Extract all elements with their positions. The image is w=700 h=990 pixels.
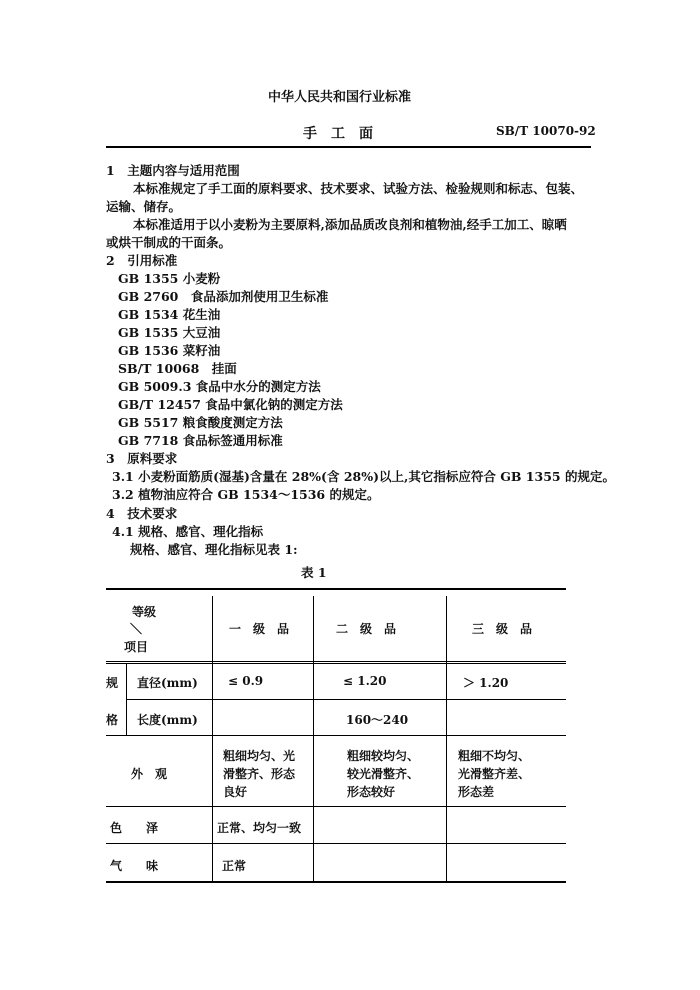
reference-item: GB 7718 食品标签通用标准 [118, 433, 283, 448]
reference-item: GB 1355 小麦粉 [118, 271, 221, 286]
table-column-rule [212, 596, 213, 881]
section-4-1-text: 规格、感官、理化指标见表 1: [130, 542, 298, 557]
table-cell: 粗细较均匀、 [347, 749, 420, 763]
section-4-heading: 4 技术要求 [106, 506, 178, 521]
section-3-2-text: 3.2 植物油应符合 GB 1534～1536 的规定。 [112, 487, 380, 502]
reference-item: GB 2760 食品添加剂使用卫生标准 [118, 289, 329, 304]
document-number: SB/T 10070-92 [496, 124, 596, 138]
document-title: 手 工 面 [303, 126, 373, 142]
table-cell: 160～240 [346, 713, 409, 727]
table-cell: ≤ 1.20 [343, 674, 387, 688]
section-1-paragraph-2-line-2: 或烘干制成的干面条。 [106, 235, 232, 250]
reference-item: GB 1536 菜籽油 [118, 343, 221, 358]
table-row-length-label: 长度(mm) [137, 713, 198, 727]
table-row-rule [106, 663, 566, 664]
table-bottom-rule [106, 881, 566, 883]
table-row-rule [106, 806, 566, 807]
table-row-rule [106, 661, 566, 662]
table-cell: ＞ 1.20 [463, 676, 509, 690]
table-row-rule [126, 699, 566, 700]
table-spec-label-gui: 规 [106, 676, 119, 690]
table-cell: 形态较好 [347, 785, 396, 799]
section-1-paragraph-1-line-2: 运输、储存。 [106, 199, 182, 214]
table-cell: 正常、均匀一致 [217, 821, 302, 835]
table-head-grade: 等级 [132, 605, 157, 619]
section-2-heading: 2 引用标准 [106, 253, 178, 268]
section-1-paragraph-2-line-1: 本标准适用于以小麦粉为主要原料,添加品质改良剂和植物油,经手工加工、晾晒 [133, 217, 567, 232]
table-column-rule [313, 596, 314, 881]
table-row-smell-label: 气 味 [110, 859, 159, 873]
reference-item: GB 1535 大豆油 [118, 325, 221, 340]
reference-item: GB 5517 粮食酸度测定方法 [118, 415, 283, 430]
table-cell: 粗细均匀、光 [223, 749, 296, 763]
table-row-rule [106, 735, 566, 736]
table-top-rule [106, 588, 566, 590]
table-cell: 形态差 [458, 785, 495, 799]
section-3-heading: 3 原料要求 [106, 451, 178, 466]
reference-item: SB/T 10068 挂面 [118, 361, 237, 376]
table-column-rule [446, 596, 447, 881]
section-1-paragraph-1-line-1: 本标准规定了手工面的原料要求、技术要求、试验方法、检验规则和标志、包装、 [133, 181, 584, 196]
table-row-appearance-label: 外 观 [131, 767, 168, 781]
table-head-grade-3: 三 级 品 [472, 622, 533, 636]
reference-item: GB 5009.3 食品中水分的测定方法 [118, 379, 321, 394]
table-head-grade-2: 二 级 品 [336, 622, 397, 636]
table-cell: 粗细不均匀、 [458, 749, 531, 763]
table-head-grade-1: 一 级 品 [229, 622, 290, 636]
table-row-rule [106, 843, 566, 844]
table-caption: 表 1 [301, 565, 327, 580]
table-cell: 正常 [222, 859, 247, 873]
table-row-color-label: 色 泽 [110, 821, 159, 835]
table-cell: 良好 [223, 785, 248, 799]
section-4-1-heading: 4.1 规格、感官、理化指标 [112, 524, 264, 539]
table-head-item: 项目 [124, 640, 149, 654]
ministry-title: 中华人民共和国行业标准 [268, 90, 412, 105]
table-column-rule [126, 663, 127, 735]
table-row-diameter-label: 直径(mm) [137, 676, 198, 690]
reference-item: GB 1534 花生油 [118, 307, 221, 322]
table-spec-label-ge: 格 [106, 713, 119, 727]
section-3-1-text: 3.1 小麦粉面筋质(湿基)含量在 28%(含 28%)以上,其它指标应符合 GB 1355 的规定。 [112, 469, 615, 484]
table-cell: 滑整齐、形态 [223, 767, 296, 781]
table-cell: 较光滑整齐、 [347, 767, 420, 781]
header-rule [106, 146, 591, 148]
section-1-heading: 1 主题内容与适用范围 [106, 163, 240, 178]
table-cell: 光滑整齐差、 [458, 767, 531, 781]
reference-item: GB/T 12457 食品中氯化钠的测定方法 [118, 397, 343, 412]
table-cell: ≤ 0.9 [228, 674, 264, 688]
table-head-slash: ＼ [130, 622, 143, 636]
